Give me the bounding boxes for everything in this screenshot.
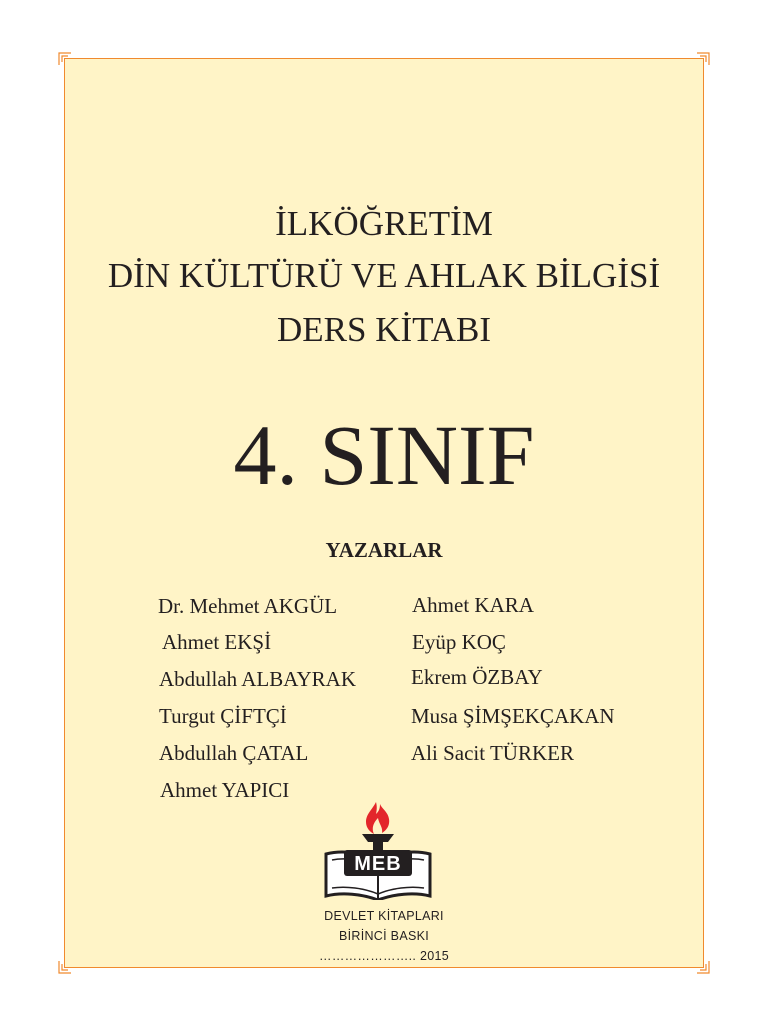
meb-logo-icon (322, 800, 434, 900)
author-name: Ahmet YAPICI (160, 778, 290, 802)
publication-year: ………………….. 2015 (319, 949, 449, 963)
author-name: Eyüp KOÇ (412, 630, 506, 654)
book-title-line-3: DERS KİTABI (277, 310, 491, 349)
author-name: Turgut ÇİFTÇİ (159, 704, 287, 728)
author-name: Ekrem ÖZBAY (411, 665, 543, 689)
book-title-line-2: DİN KÜLTÜRÜ VE AHLAK BİLGİSİ (107, 256, 661, 295)
author-name: Abdullah ALBAYRAK (159, 667, 356, 691)
authors-heading: YAZARLAR (325, 538, 443, 562)
author-name: Musa ŞİMŞEKÇAKAN (411, 704, 615, 728)
author-name: Ahmet EKŞİ (162, 630, 272, 654)
publisher-name: DEVLET KİTAPLARI (324, 909, 444, 923)
grade-label: 4. SINIF (233, 407, 535, 503)
author-name: Ali Sacit TÜRKER (411, 741, 574, 765)
author-name: Abdullah ÇATAL (159, 741, 309, 765)
book-title-line-1: İLKÖĞRETİM (275, 204, 493, 243)
edition-label: BİRİNCİ BASKI (338, 929, 430, 943)
corner-ornament-icon (696, 52, 710, 66)
meb-logo-text: MEB (354, 853, 402, 875)
author-name: Dr. Mehmet AKGÜL (158, 594, 338, 618)
corner-ornament-icon (58, 52, 72, 66)
author-name: Ahmet KARA (412, 593, 534, 617)
